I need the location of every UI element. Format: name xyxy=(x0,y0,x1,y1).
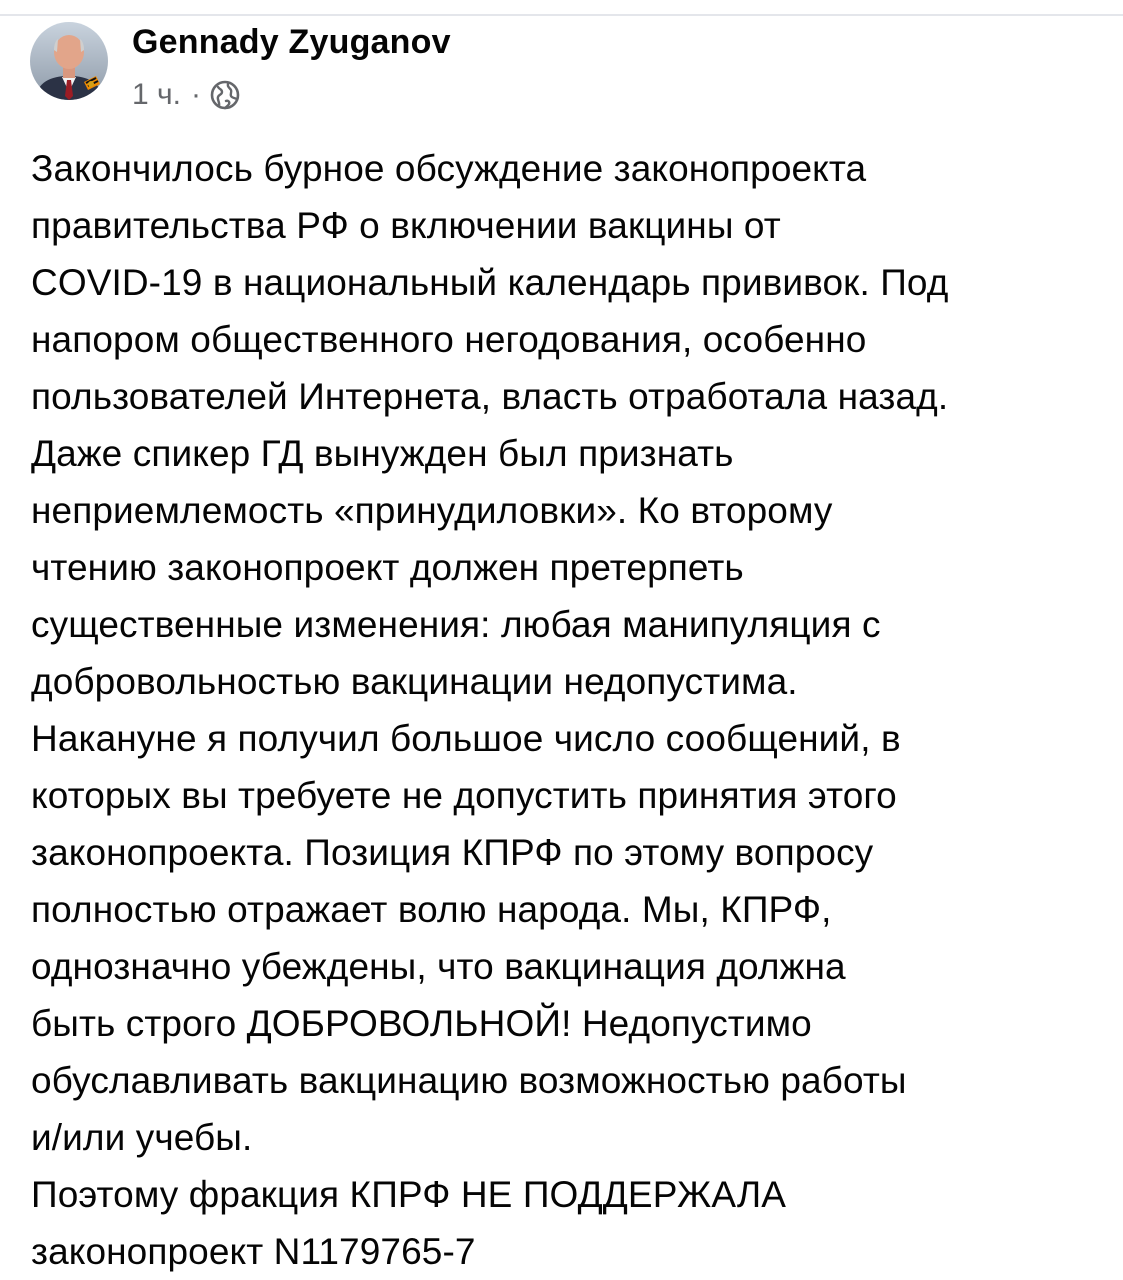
post-body xyxy=(31,140,1116,1280)
post-text-line: пользователей Интернета, власть отработала назад. xyxy=(31,376,949,417)
author-name[interactable]: Gennady Zyuganov xyxy=(132,23,451,61)
post-meta-row xyxy=(132,78,451,112)
post-text-line: и/или учебы. xyxy=(31,1117,253,1158)
post-text-line: законопроекта. Позиция КПРФ по этому вопросу xyxy=(31,832,874,873)
post-text-line: законопроект N1179765-7 xyxy=(31,1231,476,1272)
post-text-line: полностью отражает волю народа. Мы, КПРФ, xyxy=(31,889,832,930)
post-text-line: Поэтому фракция КПРФ НЕ ПОДДЕРЖАЛА xyxy=(31,1174,787,1215)
post-header-meta xyxy=(132,22,451,112)
top-divider xyxy=(0,14,1123,16)
post-text-line: неприемлемость «принудиловки». Ко второму xyxy=(31,490,833,531)
post-text-line: правительства РФ о включении вакцины от xyxy=(31,205,781,246)
post-header xyxy=(30,22,451,112)
post-text-line: чтению законопроект должен претерпеть xyxy=(31,547,744,588)
post-text-line: существенные изменения: любая манипуляция с xyxy=(31,604,881,645)
meta-separator: · xyxy=(190,78,201,111)
post-text-line: которых вы требуете не допустить принятия этого xyxy=(31,775,897,816)
post-text-line: обуславливать вакцинацию возможностью работы xyxy=(31,1060,907,1101)
post-text-line: Накануне я получил большое число сообщений, в xyxy=(31,718,901,759)
post-text-line: Закончилось бурное обсуждение законопроекта xyxy=(31,148,867,189)
post-text-line: Даже спикер ГД вынужден был признать xyxy=(31,433,734,474)
avatar-image xyxy=(30,22,108,100)
post-text-line: быть строго ДОБРОВОЛЬНОЙ! Недопустимо xyxy=(31,1003,812,1044)
author-avatar[interactable] xyxy=(30,22,108,100)
post-text-line: добровольностью вакцинации недопустима. xyxy=(31,661,798,702)
post-text-line: COVID-19 в национальный календарь прививок. Под xyxy=(31,262,949,303)
post-text-line: напором общественного негодования, особенно xyxy=(31,319,867,360)
post-text-line: однозначно убеждены, что вакцинация должна xyxy=(31,946,846,987)
post-timestamp[interactable]: 1 ч. xyxy=(132,78,181,111)
globe-icon[interactable] xyxy=(209,79,241,111)
